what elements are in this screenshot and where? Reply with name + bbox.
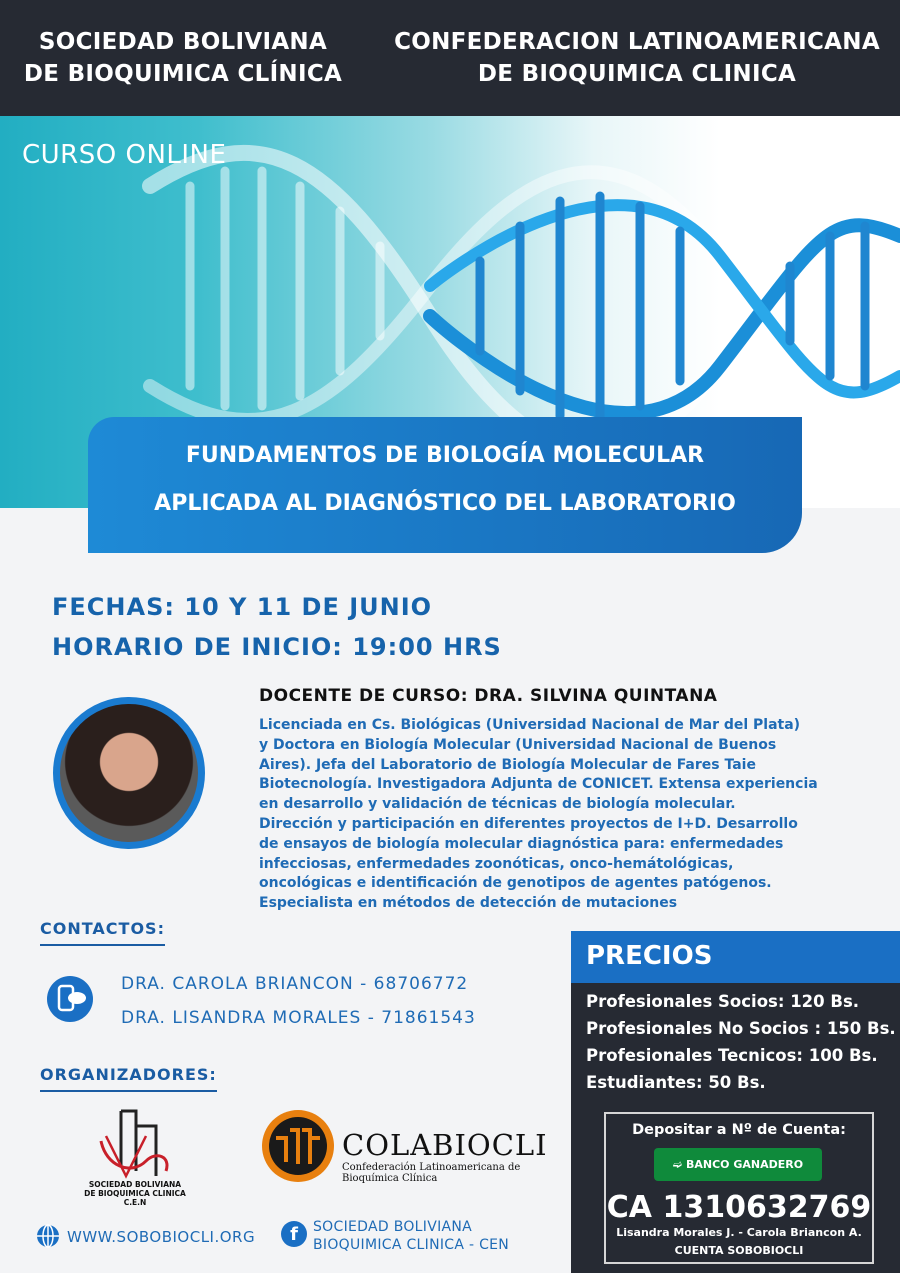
sbbc-name: SOCIEDAD BOLIVIANA DE BIOQUIMICA CLÍNICA xyxy=(23,29,343,87)
bank-arrows-icon: ➫ xyxy=(672,1158,683,1171)
contacts-heading: CONTACTOS: xyxy=(40,919,165,946)
organizers-heading: ORGANIZADORES: xyxy=(40,1065,217,1092)
colabiocli-logo-icon xyxy=(260,1108,336,1184)
course-title-line1: FUNDAMENTOS DE BIOLOGÍA MOLECULAR xyxy=(185,443,705,468)
course-format-label: CURSO ONLINE xyxy=(22,140,227,170)
instructor-bio: Licenciada en Cs. Biológicas (Universidad Nacional de Mar del Plata) y Doctora en Biología Molecular (Universidad Nacional de Buenos Aires). Jefa del Laboratorio de Biología Molecular de Fares Taie Biotecnología. Investigadora Adjunta de CONICET. Extensa experiencia en desarrollo y validación de técnicas de biología molecular. Dirección y participación en diferentes proyectos de I+D. Desarrollo de ensayos de biología molecular diagnóstica para: enfermedades infecciosas, enfermedades zoonóticas, onco-hemátológicas, oncológicas e identificación de genotipos de agentes patógenos. Especialista en métodos de detección de mutaciones xyxy=(259,717,818,912)
course-dates: FECHAS: 10 Y 11 DE JUNIO xyxy=(52,593,433,621)
deposit-info xyxy=(604,1112,874,1264)
colabiocli-subtitle: Confederación Latinoamericana de Bioquímica Clínica xyxy=(342,1162,521,1184)
account-holders: Lisandra Morales J. - Carola Briancon A. xyxy=(616,1226,862,1239)
sbbc-logo-caption: SOCIEDAD BOLIVIANA DE BIOQUIMICA CLINICA C.E.N xyxy=(84,1180,186,1207)
prices-panel xyxy=(571,931,900,1273)
instructor-heading: DOCENTE DE CURSO: DRA. SILVINA QUINTANA xyxy=(259,686,718,706)
colabiocli-wordmark: COLABIOCLI xyxy=(342,1128,548,1162)
account-number: CA 1310632769 xyxy=(606,1190,872,1225)
course-title-line2: APLICADA AL DIAGNÓSTICO DEL LABORATORIO xyxy=(154,491,736,516)
bank-logo: ➫ BANCO GANADERO xyxy=(654,1148,822,1181)
globe-icon xyxy=(36,1224,60,1248)
contact-carola: DRA. CAROLA BRIANCON - 68706772 xyxy=(121,974,469,994)
facebook-page-link[interactable]: SOCIEDAD BOLIVIANA BIOQUIMICA CLINICA - CEN xyxy=(313,1219,510,1253)
header-banner xyxy=(0,0,900,116)
price-no-socios: Profesionales No Socios : 150 Bs. xyxy=(586,1019,896,1038)
sbbc-logo-icon xyxy=(86,1106,186,1181)
price-tecnicos: Profesionales Tecnicos: 100 Bs. xyxy=(586,1046,878,1065)
phone-chat-icon xyxy=(47,976,93,1022)
account-name: CUENTA SOBOBIOCLI xyxy=(674,1244,804,1257)
price-socios: Profesionales Socios: 120 Bs. xyxy=(586,992,860,1011)
price-estudiantes: Estudiantes: 50 Bs. xyxy=(586,1073,766,1092)
schedule-block xyxy=(52,587,502,667)
facebook-icon: f xyxy=(281,1221,307,1247)
course-start-time: HORARIO DE INICIO: 19:00 HRS xyxy=(52,633,502,661)
prices-heading: PRECIOS xyxy=(571,931,900,983)
instructor-photo xyxy=(53,697,205,849)
contact-lisandra: DRA. LISANDRA MORALES - 71861543 xyxy=(121,1008,476,1028)
course-title-banner xyxy=(88,417,802,553)
website-link[interactable]: WWW.SOBOBIOCLI.ORG xyxy=(67,1228,256,1246)
colabiocli-name: CONFEDERACION LATINOAMERICANA DE BIOQUIMICA CLINICA xyxy=(394,29,880,87)
deposit-label: Depositar a Nº de Cuenta: xyxy=(632,1122,846,1138)
